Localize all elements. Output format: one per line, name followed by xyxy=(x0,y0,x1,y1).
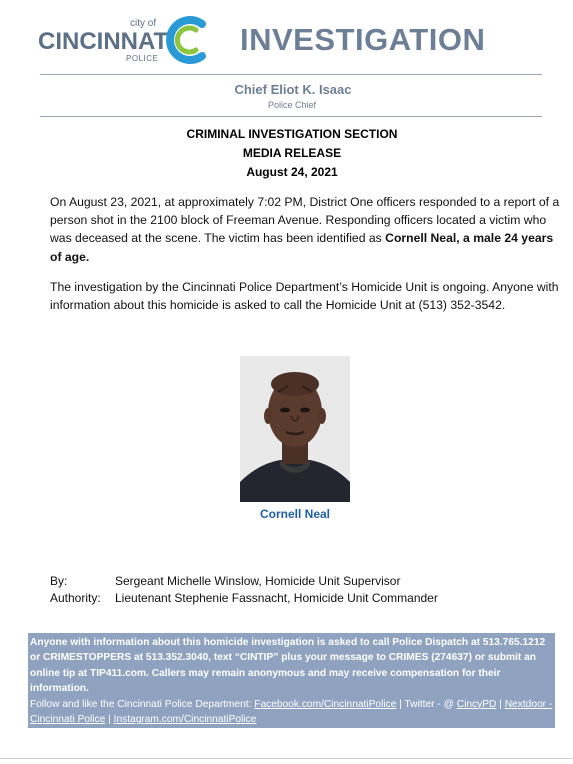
incident-text: On August 23, 2021, at approximately 7:02 PM, District One officers responded to a report of a person shot in the 2100 block of Freeman Avenue. Responding officers located a victim who was deceased at the scene. The victim has been identified as xyxy=(50,195,560,246)
c-swoosh-icon xyxy=(162,14,210,66)
chief-name: Chief Eliot K. Isaac xyxy=(234,82,352,97)
release-date: August 24, 2021 xyxy=(246,165,338,179)
instagram-link[interactable]: Instagram.com/CincinnatiPolice xyxy=(113,714,257,726)
separator-twitter: | Twitter - @ xyxy=(396,698,457,710)
release-type: MEDIA RELEASE xyxy=(242,146,342,160)
victim-photo xyxy=(240,356,350,502)
authority-label: Authority: xyxy=(50,591,101,605)
page-bottom-edge xyxy=(0,758,573,759)
tip-info-box xyxy=(28,633,555,728)
chief-title: Police Chief xyxy=(267,100,317,110)
by-label: By: xyxy=(50,574,68,588)
by-value: Sergeant Michelle Winslow, Homicide Unit Supervisor xyxy=(115,574,401,588)
follow-text: Follow and like the Cincinnati Police Department: xyxy=(30,698,255,710)
header-divider-bottom xyxy=(40,116,542,117)
logo-city-of: city of xyxy=(130,18,157,29)
facebook-link[interactable]: Facebook.com/CincinnatiPolice xyxy=(254,698,397,710)
separator-instagram: | xyxy=(105,714,114,726)
incident-paragraph xyxy=(50,193,560,266)
tip-instructions: Anyone with information about this homicide investigation is asked to call Police Dispatch at 513.765.1212 or CRIMESTOPPERS at 513.352.3040, text “CINTIP” plus your message to CRIMES (274637) or submit an online tip at TIP411.com. Callers may remain anonymous and may receive compensation for their information. xyxy=(30,637,546,695)
investigation-paragraph: The investigation by the Cincinnati Police Department’s Homicide Unit is ongoing. Anyone with information about this homicide is asked to call the Homicide Unit at (513) 352-3542. xyxy=(50,280,559,313)
photo-caption: Cornell Neal xyxy=(259,507,331,521)
logo-city-name: CINCINNATI xyxy=(38,28,175,55)
nextdoor-link[interactable]: Nextdoor - Cincinnati Police xyxy=(30,698,553,726)
cincinnati-police-logo xyxy=(38,14,208,66)
logo-dept: POLICE xyxy=(126,54,159,63)
page-headline: INVESTIGATION xyxy=(240,22,486,57)
twitter-link[interactable]: CincyPD xyxy=(456,698,497,710)
header-divider-top xyxy=(40,74,542,75)
section-title: CRIMINAL INVESTIGATION SECTION xyxy=(186,127,398,141)
authority-value: Lieutenant Stephenie Fassnacht, Homicide Unit Commander xyxy=(115,591,438,605)
victim-identity: Cornell Neal, a male 24 years of age. xyxy=(50,231,554,264)
separator-nextdoor: | xyxy=(496,698,505,710)
victim-portrait-image xyxy=(240,356,350,502)
